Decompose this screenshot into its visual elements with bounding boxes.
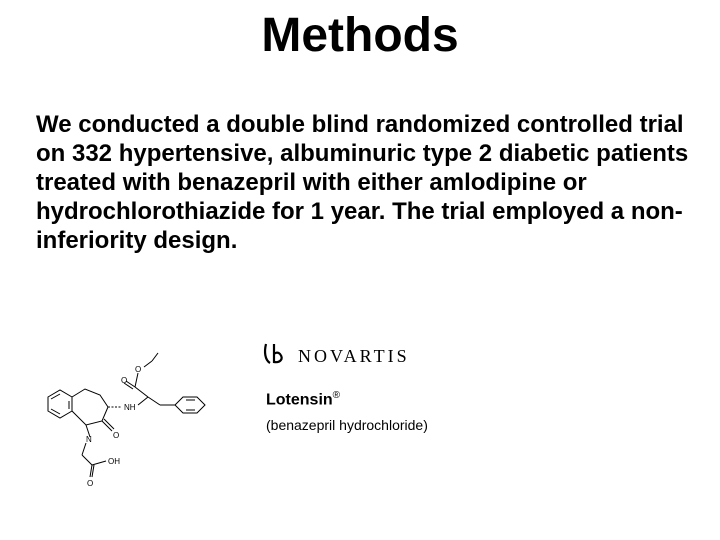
novartis-wordmark: NOVARTIS	[298, 346, 410, 366]
atom-oh: OH	[108, 457, 120, 466]
atom-o-acid: O	[87, 479, 94, 488]
slide-title: Methods	[261, 9, 459, 62]
methods-paragraph: We conducted a double blind randomized controlled trial on 332 hypertensive, albuminuric type 2 diabetic patients treated with benazepril with either amlodipine or hydrochlorothiazide for 1 year. The trial employed a non-inferiority design.	[36, 111, 689, 254]
atom-o-ester-1: O	[121, 376, 128, 385]
novartis-logo	[262, 338, 437, 370]
generic-name: (benazepril hydrochloride)	[266, 417, 428, 433]
product-name-label: Lotensin	[266, 391, 333, 409]
registered-mark: ®	[332, 390, 341, 401]
atom-n-ring: N	[86, 435, 92, 444]
product-name	[266, 390, 340, 409]
atom-o-ester-2: O	[135, 365, 142, 374]
atom-o-lactam: O	[113, 431, 120, 440]
benazepril-structure-image	[30, 345, 230, 495]
atom-nh: NH	[124, 403, 136, 412]
novartis-flame-icon	[265, 344, 282, 363]
